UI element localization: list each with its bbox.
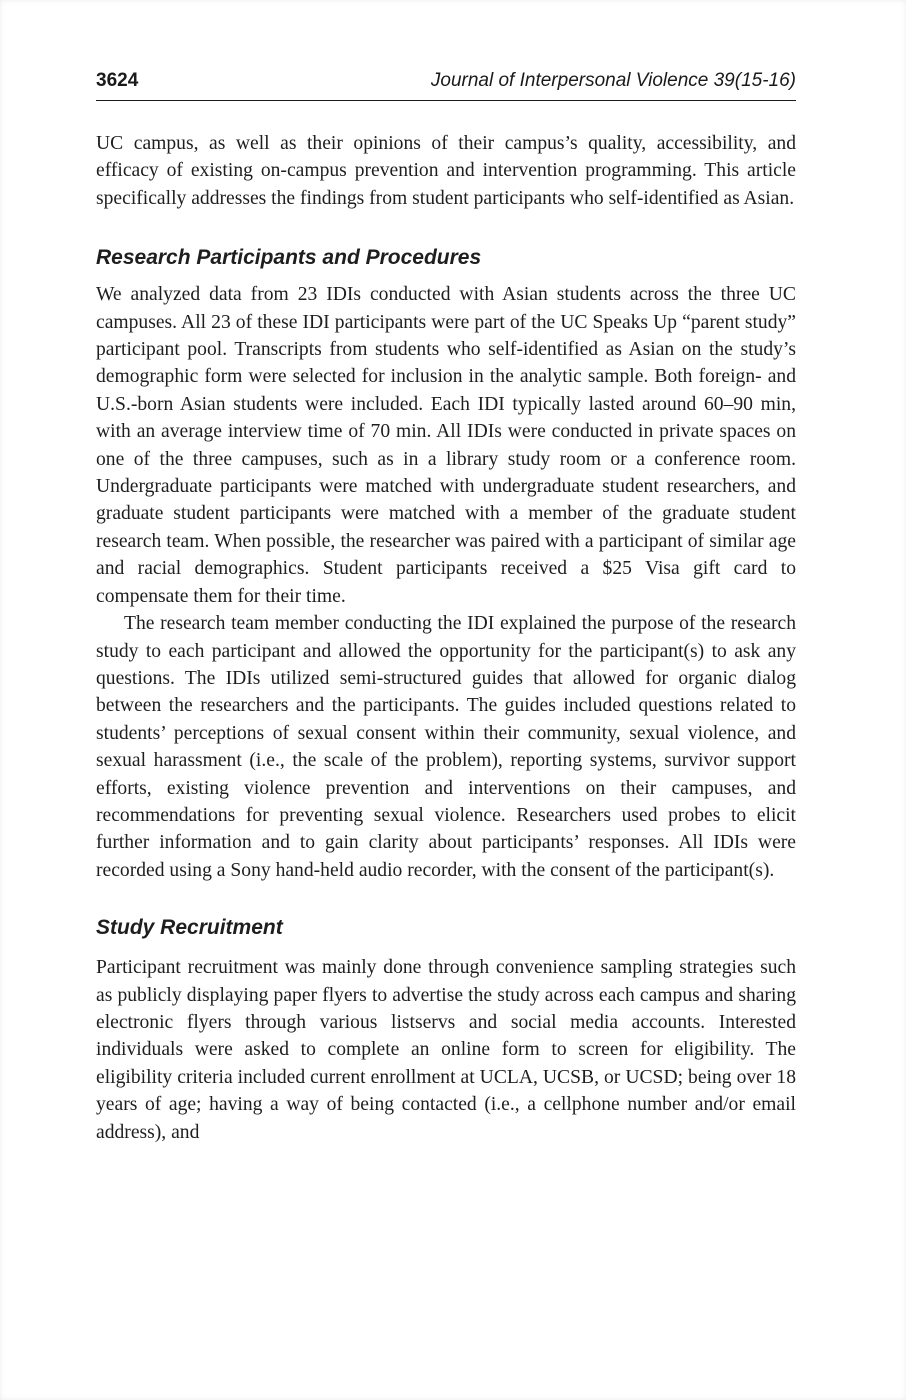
section-heading-study-recruitment: Study Recruitment — [96, 916, 283, 940]
page-header — [96, 66, 796, 101]
section-heading-research-participants: Research Participants and Procedures — [96, 246, 482, 270]
body-paragraph: Participant recruitment was mainly done through convenience sampling strategies such as publicly displaying paper flyers to advertise the study across each campus and sharing electronic flyers through various listservs and social media accounts. Interested individuals were asked to complete an online form to screen for eligibility. The eligibility criteria included current enrollment at UCLA, UCSB, or UCSD; being over 18 years of age; having a way of being contacted (i.e., a cellphone number and/or email address), and — [96, 957, 796, 1143]
body-paragraph: The research team member conducting the IDI explained the purpose of the research study to each participant and allowed the opportunity for the participant(s) to ask any questions. The IDIs utilized semi-structured guides that allowed for organic dialog between the researchers and the participants. The guides included questions related to students’ perceptions of sexual consent within their community, sexual violence, and sexual harassment (i.e., the scale of the problem), reporting systems, survivor support efforts, existing violence prevention and interventions on their campuses, and recommendations for preventing sexual violence. Researchers used probes to elicit further information and to gain clarity about participants’ responses. All IDIs were recorded using a Sony hand-held audio recorder, with the consent of the participant(s). — [96, 613, 796, 881]
running-head: Journal of Interpersonal Violence 39(15-16) — [430, 70, 796, 91]
page-number: 3624 — [96, 70, 139, 91]
intro-paragraph: UC campus, as well as their opinions of their campus’s quality, accessibility, and efficacy of existing on-campus prevention and intervention programming. This article specifically addresses the findings from student participants who self-identified as Asian. — [96, 133, 796, 209]
article-body — [96, 130, 796, 1146]
body-paragraph: We analyzed data from 23 IDIs conducted with Asian students across the three UC campuses. All 23 of these IDI participants were part of the UC Speaks Up “parent study” participant pool. Transcripts from students who self-identified as Asian on the study’s demographic form were selected for inclusion in the analytic sample. Both foreign- and U.S.-born Asian students were included. Each IDI typically lasted around 60–90 min, with an average interview time of 70 min. All IDIs were conducted in private spaces on one of the three campuses, such as in a library study room or a conference room. Undergraduate participants were matched with undergraduate student researchers, and graduate student participants were matched with a member of the graduate student research team. When possible, the researcher was paired with a participant of similar age and racial demographics. Student participants received a $25 Visa gift card to compensate them for their time. — [96, 284, 796, 607]
